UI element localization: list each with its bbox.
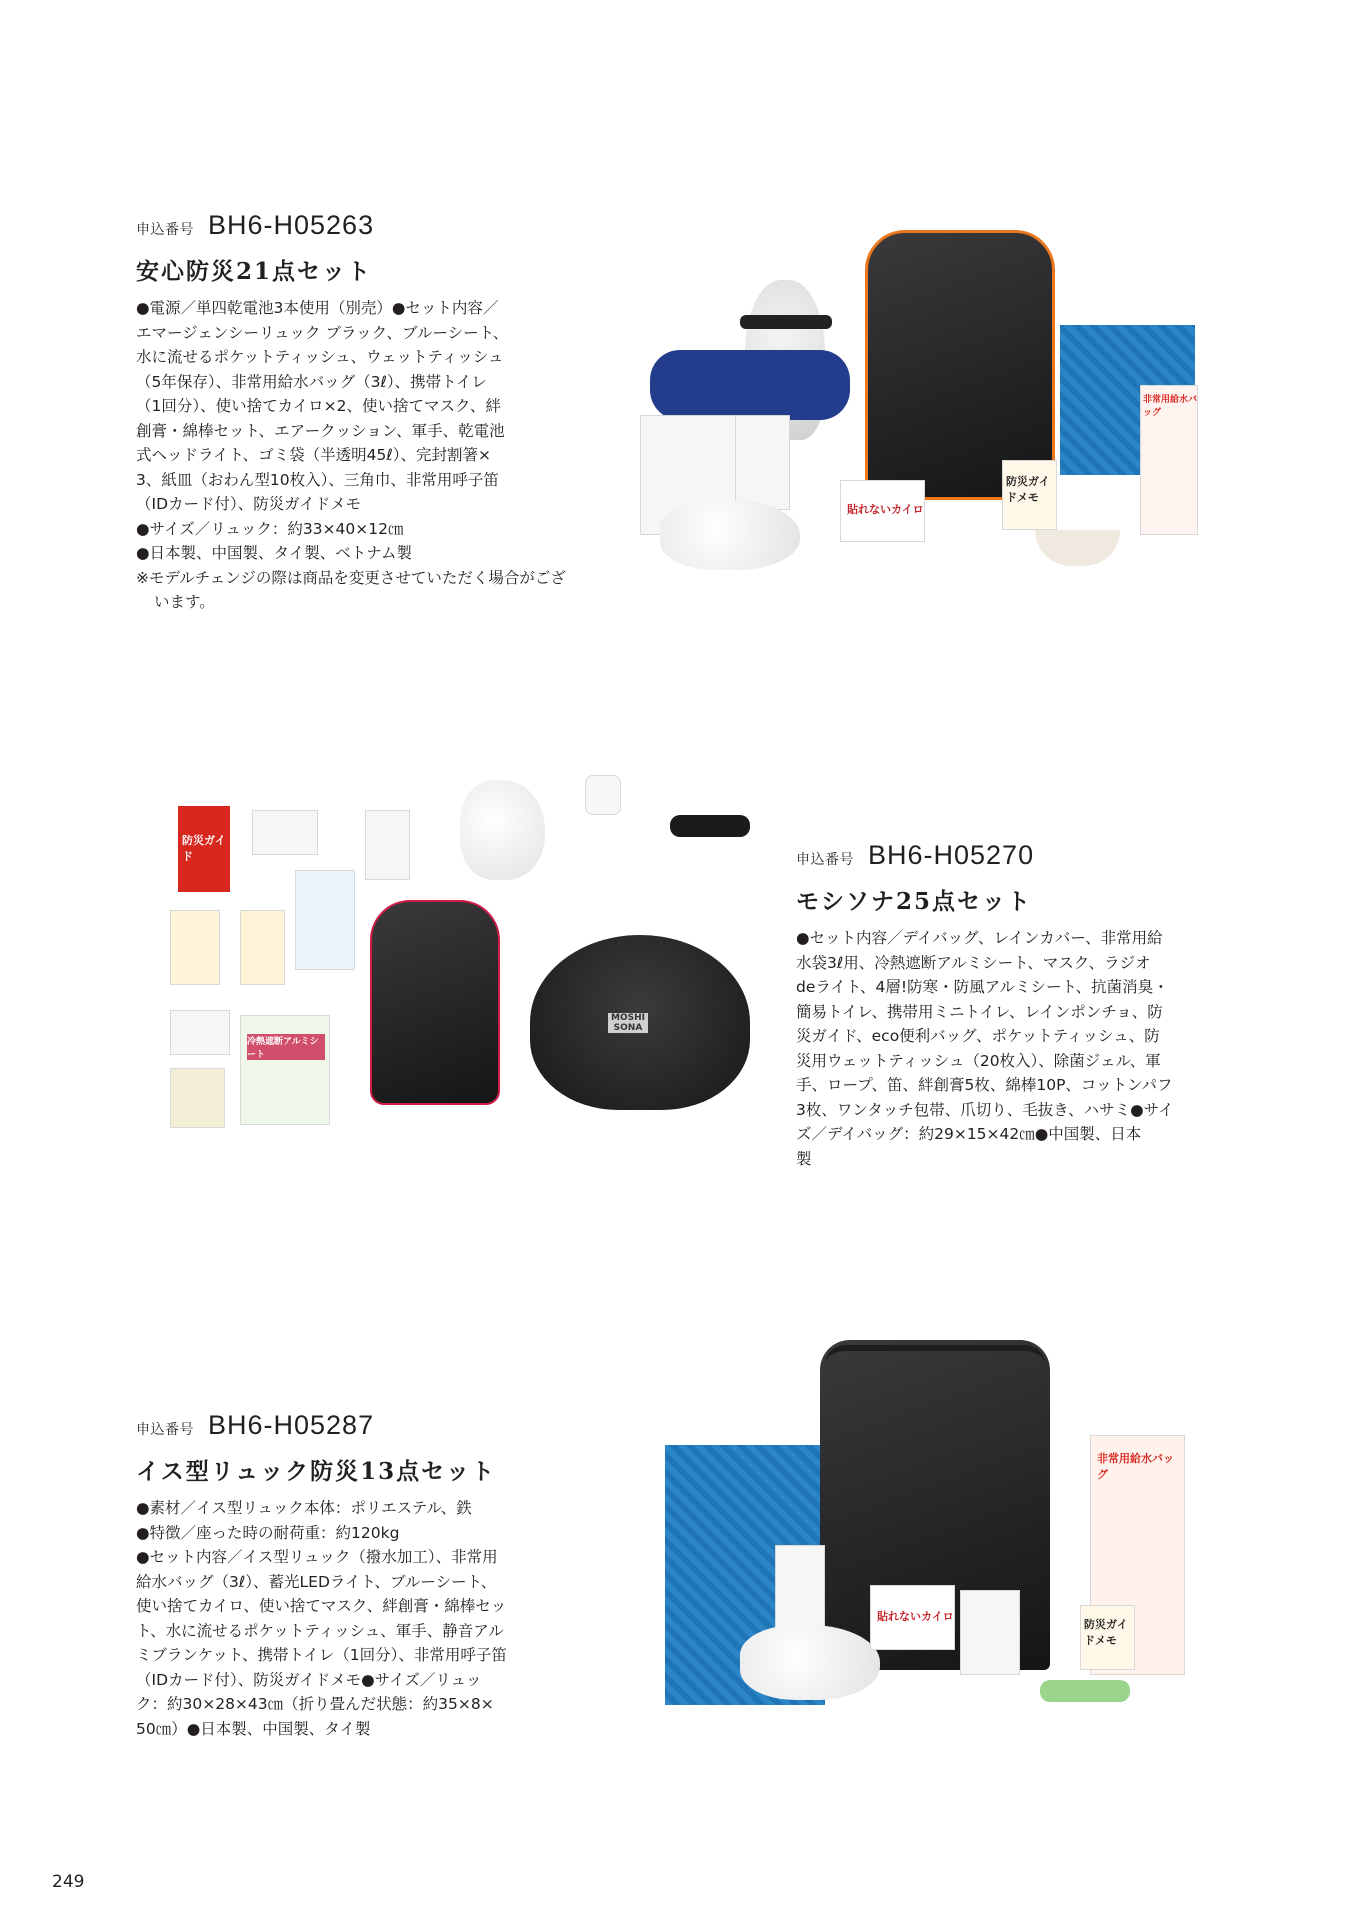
wet-tissue-pack	[170, 1010, 230, 1055]
daypack	[370, 900, 500, 1105]
desc-line: 3、紙皿（おわん型10枚入）、三角巾、非常用呼子笛	[136, 470, 499, 489]
desc-line: 簡易トイレ、携帯用ミニトイレ、レインポンチョ、防	[796, 1002, 1163, 1021]
product-code: BH6-H05270	[868, 840, 1035, 870]
code-label: 申込番号	[796, 852, 854, 868]
water-bag	[1140, 385, 1198, 535]
code-label: 申込番号	[136, 222, 194, 238]
thermal-sheet	[240, 1015, 330, 1125]
paper-bowls	[1035, 530, 1120, 566]
product-description	[136, 1496, 576, 1741]
product-code-row	[136, 210, 576, 241]
page-number: 249	[52, 1872, 85, 1892]
desc-line: 給水バッグ（3ℓ）、蓄光LEDライト、ブルーシート、	[136, 1572, 497, 1591]
guide-memo	[1080, 1605, 1135, 1670]
water-bag-label: 非常用給水バッグ	[1143, 395, 1198, 418]
wet-tissue	[735, 415, 790, 510]
headlight	[740, 315, 832, 329]
gloves	[460, 780, 545, 880]
toilet-pack	[170, 910, 220, 985]
product-3	[136, 1410, 576, 1741]
product-2-photo	[160, 770, 760, 1140]
air-cushion	[650, 350, 850, 420]
gloves	[740, 1625, 880, 1700]
desc-line: ●セット内容／デイバッグ、レインカバー、非常用給	[796, 929, 1163, 947]
guide-memo	[1002, 460, 1057, 530]
led-light	[1040, 1680, 1130, 1702]
desc-line: ●電源／単四乾電池3本使用（別売）●セット内容／	[136, 299, 499, 317]
kairo-label: 貼れないカイロ	[847, 503, 924, 516]
desc-line: 水に流せるポケットティッシュ、ウェットティッシュ	[136, 348, 504, 366]
code-label: 申込番号	[136, 1422, 194, 1438]
desc-line: エマージェンシーリュック ブラック、ブルーシート、	[136, 323, 509, 342]
desc-line: ●日本製、中国製、タイ製、ベトナム製	[136, 544, 412, 562]
gloves	[660, 500, 800, 570]
desc-line: （IDカード付）、防災ガイドメモ	[136, 495, 362, 513]
desc-line: （1回分）、使い捨てカイロ×2、使い捨てマスク、絆	[136, 397, 501, 415]
product-1	[136, 210, 576, 615]
desc-line: 50㎝）●日本製、中国製、タイ製	[136, 1719, 371, 1738]
desc-line: （5年保存）、非常用給水バッグ（3ℓ）、携帯トイレ	[136, 372, 487, 391]
water-bag-label: 非常用給水バッグ	[1097, 1452, 1174, 1481]
chair-frame	[825, 1345, 1045, 1385]
product-code-row	[796, 840, 1236, 871]
flashlight	[670, 815, 750, 837]
desc-line: ズ／デイバッグ：約29×15×42㎝●中国製、日本	[796, 1125, 1142, 1143]
desc-line: ト、水に流せるポケットティッシュ、軍手、静音アル	[136, 1621, 504, 1640]
desc-line: 災ガイド、eco便利バッグ、ポケットティッシュ、防	[796, 1027, 1160, 1045]
emergency-blanket	[960, 1590, 1020, 1675]
desc-line: ク：約30×28×43㎝（折り畳んだ状態：約35×8×	[136, 1695, 494, 1713]
guide-booklet	[178, 806, 230, 892]
product-description	[136, 296, 576, 615]
desc-line: ●特徴／座った時の耐荷重：約120kg	[136, 1523, 400, 1542]
mask-pack	[252, 810, 318, 855]
product-title: モシソナ25点セット	[796, 888, 1033, 915]
desc-line: （IDカード付）、防災ガイドメモ●サイズ／リュッ	[136, 1670, 482, 1689]
product-description	[796, 926, 1236, 1171]
product-2	[796, 840, 1236, 1171]
aluminum-sheet	[170, 1068, 225, 1128]
guide-label: 防災ガイド	[182, 834, 226, 863]
water-pouch	[295, 870, 355, 970]
product-title: 安心防災21点セット	[136, 258, 373, 285]
sheet-label: 冷熱遮断アルミシート	[247, 1034, 325, 1060]
desc-line: deライト、4層!防寒・防風アルミシート、抗菌消臭・	[796, 978, 1169, 996]
desc-line: 水袋3ℓ用、冷熱遮断アルミシート、マスク、ラジオ	[796, 953, 1151, 972]
product-code: BH6-H05263	[208, 210, 375, 240]
desc-line: ●セット内容／イス型リュック（撥水加工）、非常用	[136, 1548, 498, 1566]
product-code-row	[136, 1410, 576, 1441]
desc-line: 製	[796, 1149, 812, 1168]
bag-pouch	[530, 935, 750, 1110]
radio-light	[585, 775, 621, 815]
rain-cover	[365, 810, 410, 880]
bag-label: MOSHI SONA	[608, 1013, 648, 1033]
desc-line: 3枚、ワンタッチ包帯、爪切り、毛抜き、ハサミ●サイ	[796, 1100, 1174, 1119]
kairo-pack	[870, 1585, 955, 1650]
product-1-photo	[640, 210, 1200, 590]
product-3-photo	[660, 1330, 1200, 1720]
desc-line: ●素材／イス型リュック本体：ポリエステル、鉄	[136, 1499, 472, 1517]
kairo-pack	[840, 480, 925, 542]
desc-line: 創膏・綿棒セット、エアークッション、軍手、乾電池	[136, 421, 505, 440]
product-code: BH6-H05287	[208, 1410, 375, 1440]
desc-line: 式ヘッドライト、ゴミ袋（半透明45ℓ）、完封割箸×	[136, 446, 492, 464]
desc-line: 使い捨てカイロ、使い捨てマスク、絆創膏・綿棒セッ	[136, 1597, 507, 1615]
desc-line: 災用ウェットティッシュ（20枚入）、除菌ジェル、軍	[796, 1051, 1161, 1070]
guide-label: 防災ガイドメモ	[1006, 475, 1050, 504]
kairo-label: 貼れないカイロ	[877, 1610, 954, 1623]
desc-line: ミブランケット、携帯トイレ（1回分）、非常用呼子笛	[136, 1646, 507, 1664]
desc-line: 手、ロープ、笛、絆創膏5枚、綿棒10P、コットンパフ	[796, 1076, 1173, 1094]
product-title: イス型リュック防災13点セット	[136, 1458, 497, 1485]
desc-line: ●サイズ／リュック：約33×40×12㎝	[136, 519, 404, 538]
guide-label: 防災ガイドメモ	[1084, 1618, 1128, 1647]
mini-toilet	[240, 910, 285, 985]
product-note: ※モデルチェンジの際は商品を変更させていただく場合がございます。	[136, 568, 566, 611]
